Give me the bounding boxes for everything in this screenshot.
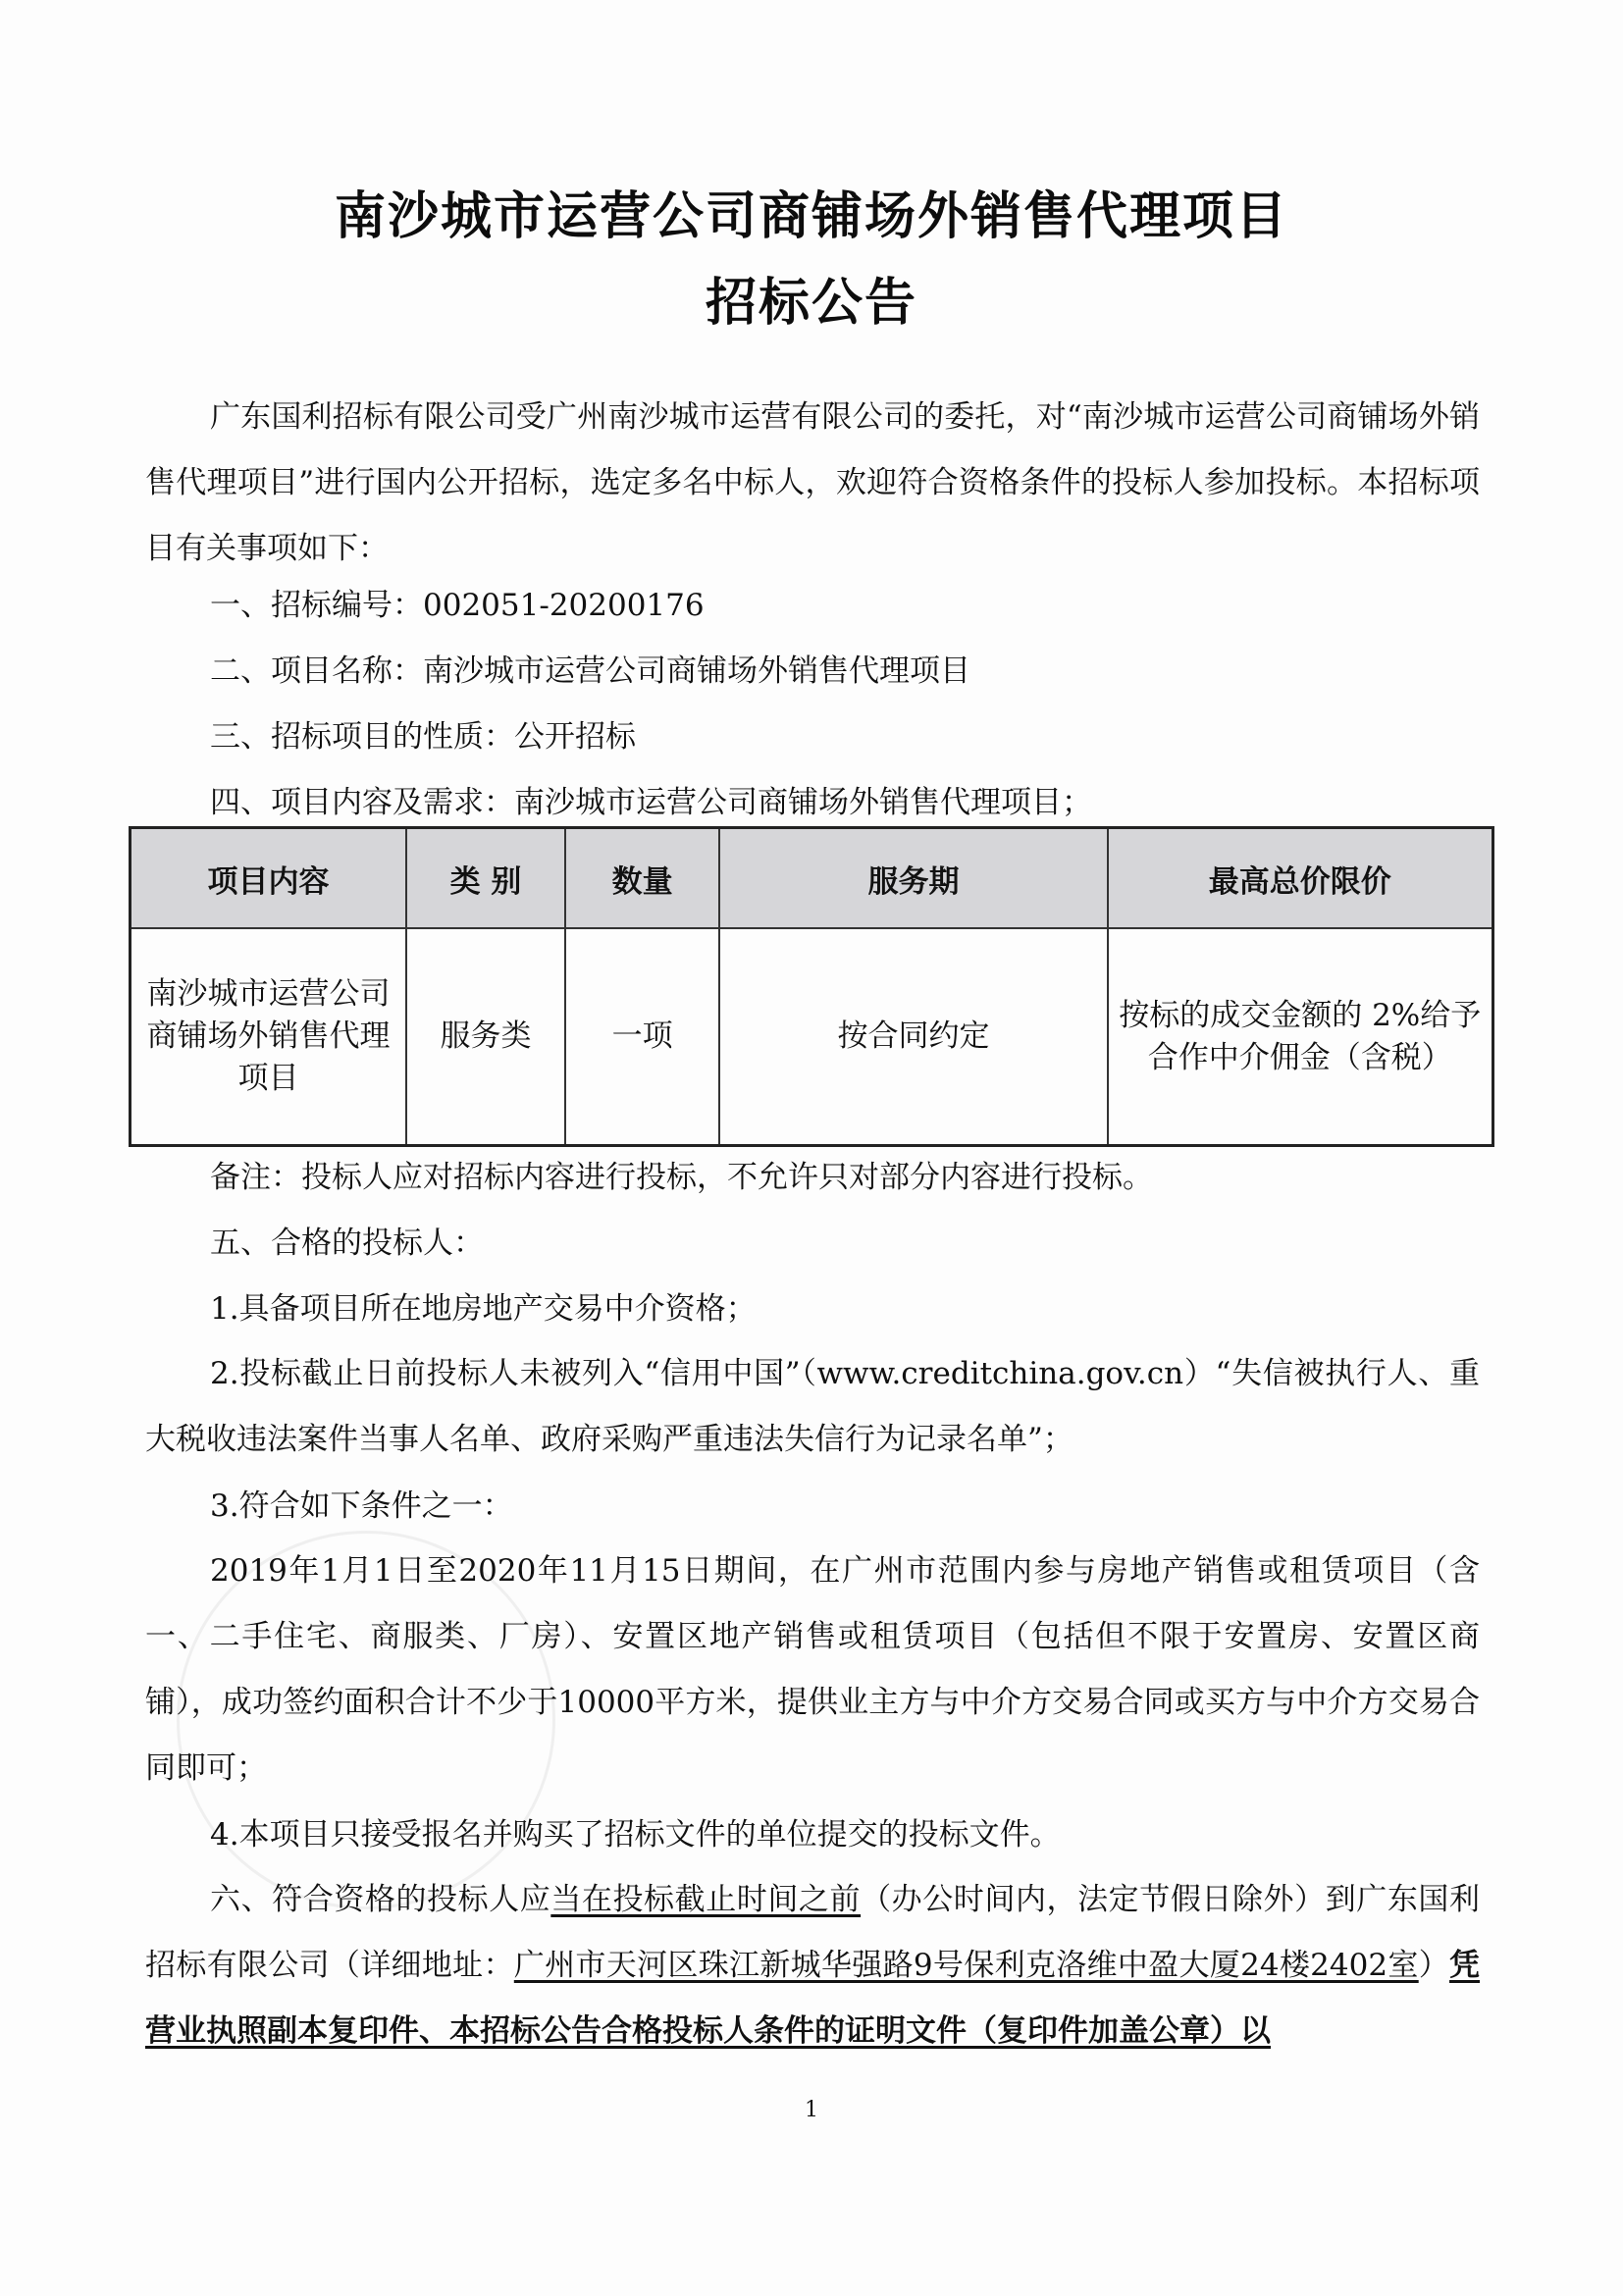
qualification-1: 1.具备项目所在地房地产交易中介资格； <box>210 1291 757 1327</box>
item-project-content: 四、项目内容及需求：南沙城市运营公司商铺场外销售代理项目； <box>210 785 1092 820</box>
section-6-bold: 凭营业执照副本复印件、本招标公告合格投标人条件的证明文件（复印件加盖公章）以 <box>145 1948 1481 2049</box>
table-cell-content: 南沙城市运营公司商铺场外销售代理项目 <box>131 928 407 1146</box>
section-6-deadline: 当在投标截止时间之前 <box>550 1882 862 1917</box>
table-cell-category: 服务类 <box>406 928 565 1146</box>
qualification-4: 4.本项目只接受报名并购买了招标文件的单位提交的投标文件。 <box>210 1817 1061 1852</box>
table-header-cell: 服务期 <box>719 828 1107 929</box>
table-header-cell: 类 别 <box>406 828 565 929</box>
page-subtitle: 招标公告 <box>705 274 917 333</box>
table-note: 备注：投标人应对招标内容进行投标，不允许只对部分内容进行投标。 <box>210 1160 1153 1195</box>
qualification-3: 3.符合如下条件之一： <box>210 1488 513 1524</box>
section-6-mid: （办公时间内，法定节假日除外）到广东国利招标有限公司（详细地址： <box>145 1882 1481 1983</box>
page-title: 南沙城市运营公司商铺场外销售代理项目 <box>334 187 1288 246</box>
table-cell-service-period: 按合同约定 <box>719 928 1107 1146</box>
table-row <box>131 928 1493 1146</box>
table-header-cell: 项目内容 <box>131 828 407 929</box>
table-cell-price-limit: 按标的成交金额的 2%给予合作中介佣金（含税） <box>1108 928 1493 1146</box>
section-6-paragraph <box>145 1867 1480 2064</box>
qualification-3-detail: 2019年1月1日至2020年11月15日期间，在广州市范围内参与房地产销售或租赁项目（含一、二手住宅、商服类、厂房）、安置区地产销售或租赁项目（包括但不限于安置房、安置区商铺），成功签约面积合计不少于10000平方米，提供业主方与中介方交易合同或买方与中介方交易合同即可； <box>145 1553 1480 1786</box>
table-header-row <box>131 828 1493 929</box>
section-6-address: 广州市天河区珠江新城华强路9号保利克洛维中盈大厦24楼2402室 <box>513 1948 1419 1983</box>
table-cell-quantity: 一项 <box>565 928 720 1146</box>
qualified-heading: 五、合格的投标人： <box>210 1226 484 1261</box>
table-header-cell: 数量 <box>565 828 720 929</box>
table-header-cell: 最高总价限价 <box>1108 828 1493 929</box>
item-tender-number: 一、招标编号：002051-20200176 <box>210 588 705 623</box>
item-project-name: 二、项目名称：南沙城市运营公司商铺场外销售代理项目 <box>210 653 970 689</box>
section-6-prefix: 六、符合资格的投标人应 <box>210 1882 551 1917</box>
section-6-close: ） <box>1418 1948 1450 1983</box>
qualification-2: 2.投标截止日前投标人未被列入“信用中国”（www.creditchina.gov.cn）“失信被执行人、重大税收违法案件当事人名单、政府采购严重违法失信行为记录名单”； <box>145 1356 1480 1457</box>
requirements-table <box>129 826 1494 1147</box>
page-number: 1 <box>805 2098 818 2122</box>
item-tender-nature: 三、招标项目的性质：公开招标 <box>210 719 636 755</box>
intro-paragraph: 广东国利招标有限公司受广州南沙城市运营有限公司的委托，对“南沙城市运营公司商铺场外销售代理项目”进行国内公开招标，选定多名中标人，欢迎符合资格条件的投标人参加投标。本招标项目有关事项如下： <box>145 399 1480 566</box>
